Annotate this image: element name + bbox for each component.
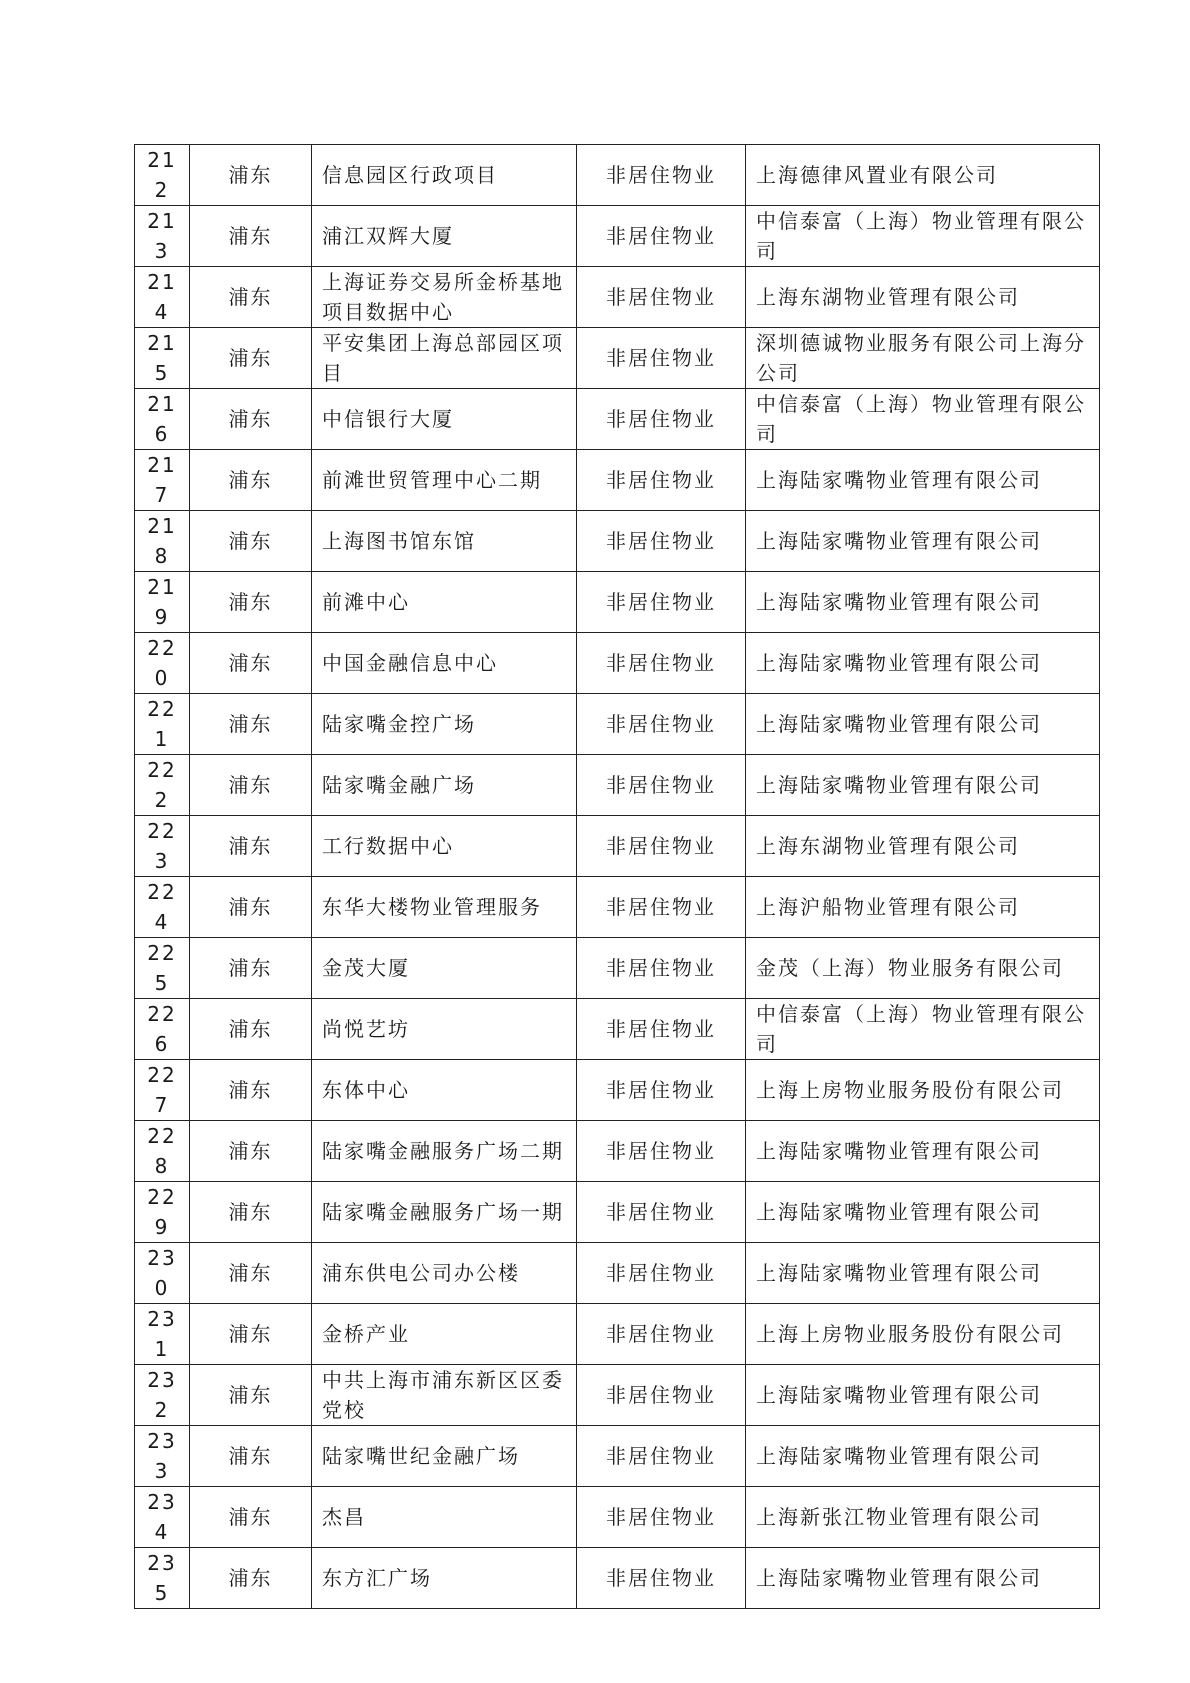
table-row	[135, 938, 1100, 999]
table-body	[135, 145, 1100, 1609]
company-cell: 上海陆家嘴物业管理有限公司	[746, 1426, 1100, 1487]
property-type-cell: 非居住物业	[577, 1487, 746, 1548]
company-cell: 上海陆家嘴物业管理有限公司	[746, 1243, 1100, 1304]
row-number: 222	[135, 755, 190, 816]
table-row	[135, 1121, 1100, 1182]
row-number: 233	[135, 1426, 190, 1487]
company-cell: 上海陆家嘴物业管理有限公司	[746, 755, 1100, 816]
district-cell: 浦东	[190, 1121, 312, 1182]
property-type-cell: 非居住物业	[577, 755, 746, 816]
district-cell: 浦东	[190, 389, 312, 450]
table-row	[135, 145, 1100, 206]
project-name-cell: 上海证券交易所金桥基地项目数据中心	[312, 267, 577, 328]
row-number: 232	[135, 1365, 190, 1426]
district-cell: 浦东	[190, 145, 312, 206]
property-type-cell: 非居住物业	[577, 694, 746, 755]
project-name-cell: 中信银行大厦	[312, 389, 577, 450]
company-cell: 上海陆家嘴物业管理有限公司	[746, 694, 1100, 755]
company-cell: 上海陆家嘴物业管理有限公司	[746, 572, 1100, 633]
district-cell: 浦东	[190, 1060, 312, 1121]
table-row	[135, 1243, 1100, 1304]
row-number: 219	[135, 572, 190, 633]
project-name-cell: 浦江双辉大厦	[312, 206, 577, 267]
district-cell: 浦东	[190, 694, 312, 755]
table-row	[135, 1426, 1100, 1487]
table-row	[135, 1182, 1100, 1243]
property-type-cell: 非居住物业	[577, 450, 746, 511]
table-row	[135, 511, 1100, 572]
table-row	[135, 816, 1100, 877]
project-name-cell: 前滩中心	[312, 572, 577, 633]
project-name-cell: 金桥产业	[312, 1304, 577, 1365]
property-type-cell: 非居住物业	[577, 1121, 746, 1182]
property-type-cell: 非居住物业	[577, 1060, 746, 1121]
row-number: 230	[135, 1243, 190, 1304]
company-cell: 上海陆家嘴物业管理有限公司	[746, 1182, 1100, 1243]
district-cell: 浦东	[190, 1243, 312, 1304]
company-cell: 上海上房物业服务股份有限公司	[746, 1304, 1100, 1365]
district-cell: 浦东	[190, 999, 312, 1060]
table-row	[135, 1060, 1100, 1121]
project-name-cell: 信息园区行政项目	[312, 145, 577, 206]
company-cell: 上海东湖物业管理有限公司	[746, 267, 1100, 328]
project-name-cell: 中国金融信息中心	[312, 633, 577, 694]
property-type-cell: 非居住物业	[577, 1243, 746, 1304]
project-name-cell: 东方汇广场	[312, 1548, 577, 1609]
project-name-cell: 陆家嘴金融广场	[312, 755, 577, 816]
row-number: 215	[135, 328, 190, 389]
table-row	[135, 633, 1100, 694]
project-name-cell: 平安集团上海总部园区项目	[312, 328, 577, 389]
property-type-cell: 非居住物业	[577, 389, 746, 450]
table-row	[135, 1548, 1100, 1609]
property-type-cell: 非居住物业	[577, 1304, 746, 1365]
project-name-cell: 东华大楼物业管理服务	[312, 877, 577, 938]
district-cell: 浦东	[190, 450, 312, 511]
company-cell: 上海上房物业服务股份有限公司	[746, 1060, 1100, 1121]
company-cell: 上海新张江物业管理有限公司	[746, 1487, 1100, 1548]
property-type-cell: 非居住物业	[577, 877, 746, 938]
property-type-cell: 非居住物业	[577, 1548, 746, 1609]
project-name-cell: 浦东供电公司办公楼	[312, 1243, 577, 1304]
district-cell: 浦东	[190, 633, 312, 694]
project-name-cell: 前滩世贸管理中心二期	[312, 450, 577, 511]
district-cell: 浦东	[190, 1304, 312, 1365]
row-number: 223	[135, 816, 190, 877]
district-cell: 浦东	[190, 1426, 312, 1487]
property-type-cell: 非居住物业	[577, 267, 746, 328]
row-number: 221	[135, 694, 190, 755]
row-number: 229	[135, 1182, 190, 1243]
property-type-cell: 非居住物业	[577, 206, 746, 267]
company-cell: 深圳德诚物业服务有限公司上海分公司	[746, 328, 1100, 389]
row-number: 218	[135, 511, 190, 572]
district-cell: 浦东	[190, 1548, 312, 1609]
row-number: 213	[135, 206, 190, 267]
company-cell: 上海陆家嘴物业管理有限公司	[746, 450, 1100, 511]
row-number: 225	[135, 938, 190, 999]
district-cell: 浦东	[190, 877, 312, 938]
project-name-cell: 上海图书馆东馆	[312, 511, 577, 572]
district-cell: 浦东	[190, 206, 312, 267]
row-number: 224	[135, 877, 190, 938]
row-number: 217	[135, 450, 190, 511]
property-type-cell: 非居住物业	[577, 633, 746, 694]
row-number: 214	[135, 267, 190, 328]
table-row	[135, 328, 1100, 389]
project-name-cell: 陆家嘴金控广场	[312, 694, 577, 755]
table-row	[135, 572, 1100, 633]
district-cell: 浦东	[190, 572, 312, 633]
row-number: 227	[135, 1060, 190, 1121]
project-name-cell: 尚悦艺坊	[312, 999, 577, 1060]
project-name-cell: 东体中心	[312, 1060, 577, 1121]
company-cell: 中信泰富（上海）物业管理有限公司	[746, 389, 1100, 450]
district-cell: 浦东	[190, 1487, 312, 1548]
district-cell: 浦东	[190, 1365, 312, 1426]
project-name-cell: 陆家嘴世纪金融广场	[312, 1426, 577, 1487]
property-type-cell: 非居住物业	[577, 145, 746, 206]
table-row	[135, 755, 1100, 816]
table-row	[135, 877, 1100, 938]
project-name-cell: 中共上海市浦东新区区委党校	[312, 1365, 577, 1426]
row-number: 228	[135, 1121, 190, 1182]
property-type-cell: 非居住物业	[577, 572, 746, 633]
district-cell: 浦东	[190, 816, 312, 877]
project-name-cell: 金茂大厦	[312, 938, 577, 999]
property-type-cell: 非居住物业	[577, 511, 746, 572]
table-row	[135, 694, 1100, 755]
table-row	[135, 1304, 1100, 1365]
table-row	[135, 389, 1100, 450]
table-row	[135, 450, 1100, 511]
property-type-cell: 非居住物业	[577, 328, 746, 389]
district-cell: 浦东	[190, 328, 312, 389]
company-cell: 上海东湖物业管理有限公司	[746, 816, 1100, 877]
table-row	[135, 1487, 1100, 1548]
row-number: 216	[135, 389, 190, 450]
company-cell: 中信泰富（上海）物业管理有限公司	[746, 206, 1100, 267]
company-cell: 上海沪船物业管理有限公司	[746, 877, 1100, 938]
table-row	[135, 999, 1100, 1060]
district-cell: 浦东	[190, 755, 312, 816]
table-row	[135, 206, 1100, 267]
property-type-cell: 非居住物业	[577, 938, 746, 999]
project-name-cell: 陆家嘴金融服务广场二期	[312, 1121, 577, 1182]
district-cell: 浦东	[190, 511, 312, 572]
company-cell: 上海陆家嘴物业管理有限公司	[746, 633, 1100, 694]
property-type-cell: 非居住物业	[577, 1426, 746, 1487]
property-type-cell: 非居住物业	[577, 1182, 746, 1243]
row-number: 234	[135, 1487, 190, 1548]
project-name-cell: 陆家嘴金融服务广场一期	[312, 1182, 577, 1243]
company-cell: 上海陆家嘴物业管理有限公司	[746, 1548, 1100, 1609]
project-name-cell: 工行数据中心	[312, 816, 577, 877]
row-number: 231	[135, 1304, 190, 1365]
company-cell: 上海陆家嘴物业管理有限公司	[746, 511, 1100, 572]
company-cell: 上海陆家嘴物业管理有限公司	[746, 1365, 1100, 1426]
property-table	[134, 144, 1100, 1609]
property-type-cell: 非居住物业	[577, 1365, 746, 1426]
district-cell: 浦东	[190, 938, 312, 999]
company-cell: 中信泰富（上海）物业管理有限公司	[746, 999, 1100, 1060]
company-cell: 上海陆家嘴物业管理有限公司	[746, 1121, 1100, 1182]
row-number: 235	[135, 1548, 190, 1609]
table-row	[135, 267, 1100, 328]
row-number: 226	[135, 999, 190, 1060]
table-row	[135, 1365, 1100, 1426]
row-number: 220	[135, 633, 190, 694]
property-type-cell: 非居住物业	[577, 999, 746, 1060]
project-name-cell: 杰昌	[312, 1487, 577, 1548]
row-number: 212	[135, 145, 190, 206]
company-cell: 上海德律风置业有限公司	[746, 145, 1100, 206]
property-type-cell: 非居住物业	[577, 816, 746, 877]
company-cell: 金茂（上海）物业服务有限公司	[746, 938, 1100, 999]
district-cell: 浦东	[190, 267, 312, 328]
district-cell: 浦东	[190, 1182, 312, 1243]
